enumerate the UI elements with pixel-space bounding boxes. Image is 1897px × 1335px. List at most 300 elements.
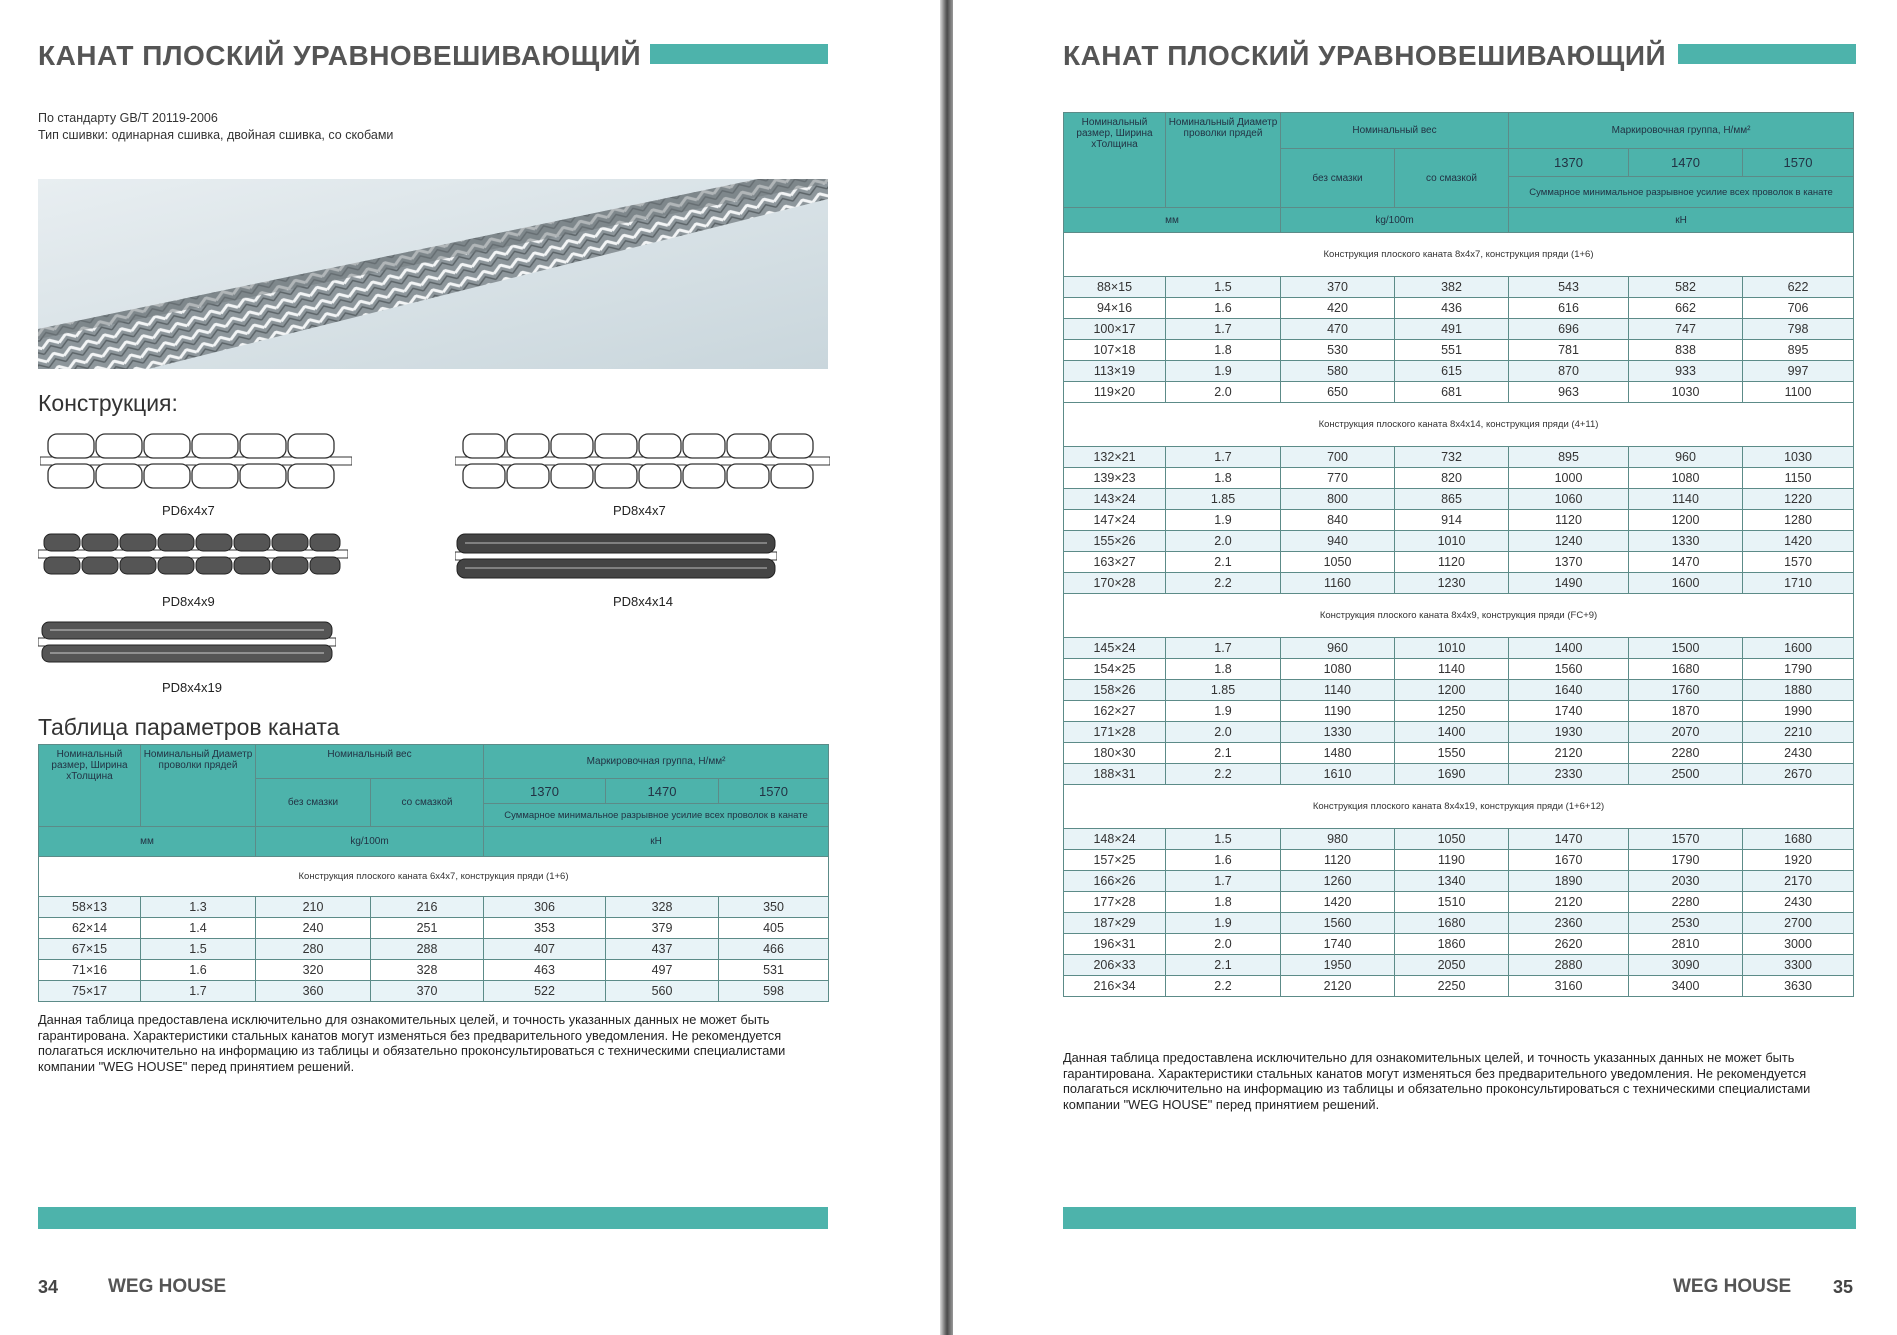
table-cell: 530 — [1281, 340, 1395, 361]
table-heading: Таблица параметров каната — [38, 714, 340, 740]
section-title: Конструкция плоского каната 8x4x14, конструкция пряди (4+11) — [1064, 403, 1854, 447]
table-row — [1064, 913, 1854, 934]
table-cell: 2670 — [1743, 764, 1854, 785]
unit-kg: kg/100m — [1281, 208, 1509, 233]
table-row — [1064, 892, 1854, 913]
table-body — [39, 897, 829, 1002]
grade-1570: 1570 — [1743, 149, 1854, 177]
table-cell: 622 — [1743, 277, 1854, 298]
table-cell: 895 — [1743, 340, 1854, 361]
table-cell: 75×17 — [39, 981, 141, 1002]
table-cell: 820 — [1395, 468, 1509, 489]
table-cell: 1420 — [1743, 531, 1854, 552]
table-cell: 560 — [606, 981, 719, 1002]
table-cell: 706 — [1743, 298, 1854, 319]
table-row — [1064, 382, 1854, 403]
table-cell: 1030 — [1629, 382, 1743, 403]
table-row — [39, 960, 829, 981]
table-cell: 1.9 — [1166, 361, 1281, 382]
table-cell: 1.7 — [141, 981, 256, 1002]
table-cell: 67×15 — [39, 939, 141, 960]
table-cell: 2120 — [1509, 743, 1629, 764]
table-cell: 700 — [1281, 447, 1395, 468]
table-cell: 407 — [484, 939, 606, 960]
title-accent-bar — [1678, 44, 1856, 64]
page-title: КАНАТ ПЛОСКИЙ УРАВНОВЕШИВАЮЩИЙ — [1063, 40, 1667, 71]
table-cell: 2430 — [1743, 892, 1854, 913]
table-cell: 132×21 — [1064, 447, 1166, 468]
table-cell: 147×24 — [1064, 510, 1166, 531]
table-cell: 2070 — [1629, 722, 1743, 743]
table-cell: 963 — [1509, 382, 1629, 403]
table-cell: 960 — [1629, 447, 1743, 468]
table-cell: 2210 — [1743, 722, 1854, 743]
no-grease-header: без смазки — [256, 779, 371, 827]
table-cell: 531 — [719, 960, 829, 981]
table-cell: 1870 — [1629, 701, 1743, 722]
table-cell: 1030 — [1743, 447, 1854, 468]
table-cell: 1600 — [1743, 638, 1854, 659]
table-cell: 94×16 — [1064, 298, 1166, 319]
col-size-header: Номинальный размер, Ширина хТолщина — [1064, 113, 1166, 208]
table-cell: 2.2 — [1166, 764, 1281, 785]
section-row — [1064, 403, 1854, 447]
table-row — [1064, 298, 1854, 319]
table-cell: 1740 — [1509, 701, 1629, 722]
table-cell: 598 — [719, 981, 829, 1002]
table-cell: 1690 — [1395, 764, 1509, 785]
diagram-pd8x4x9 — [38, 532, 348, 576]
table-row — [1064, 955, 1854, 976]
table-row — [1064, 701, 1854, 722]
table-cell: 353 — [484, 918, 606, 939]
table-cell: 306 — [484, 897, 606, 918]
table-cell: 1.7 — [1166, 447, 1281, 468]
table-cell: 2700 — [1743, 913, 1854, 934]
table-cell: 1.6 — [1166, 850, 1281, 871]
table-row — [39, 981, 829, 1002]
table-cell: 3090 — [1629, 955, 1743, 976]
table-row — [39, 939, 829, 960]
table-cell: 2170 — [1743, 871, 1854, 892]
table-cell: 1080 — [1281, 659, 1395, 680]
section-title: Конструкция плоского каната 6x4x7, конструкция пряди (1+6) — [39, 857, 829, 897]
page-35 — [953, 0, 1897, 1335]
table-cell: 681 — [1395, 382, 1509, 403]
unit-kn: кН — [484, 827, 829, 857]
table-cell: 1790 — [1743, 659, 1854, 680]
table-row — [1064, 976, 1854, 997]
table-cell: 157×25 — [1064, 850, 1166, 871]
table-cell: 1600 — [1629, 573, 1743, 594]
table-cell: 2.1 — [1166, 552, 1281, 573]
table-cell: 1890 — [1509, 871, 1629, 892]
table-cell: 781 — [1509, 340, 1629, 361]
table-cell: 145×24 — [1064, 638, 1166, 659]
grade-1570: 1570 — [719, 779, 829, 804]
table-cell: 171×28 — [1064, 722, 1166, 743]
table-cell: 980 — [1281, 829, 1395, 850]
table-cell: 2250 — [1395, 976, 1509, 997]
table-cell: 216×34 — [1064, 976, 1166, 997]
params-table-left — [38, 744, 829, 1002]
table-cell: 58×13 — [39, 897, 141, 918]
table-cell: 466 — [719, 939, 829, 960]
table-cell: 1.8 — [1166, 659, 1281, 680]
diagram-label-1: PD6x4x7 — [162, 503, 215, 518]
table-cell: 188×31 — [1064, 764, 1166, 785]
table-cell: 1400 — [1509, 638, 1629, 659]
col-weight-header: Номинальный вес — [1281, 113, 1509, 149]
construction-heading: Конструкция: — [38, 390, 178, 416]
table-cell: 113×19 — [1064, 361, 1166, 382]
diagram-label-4: PD8x4x14 — [613, 594, 673, 609]
table-row — [1064, 743, 1854, 764]
table-row — [1064, 447, 1854, 468]
table-cell: 1000 — [1509, 468, 1629, 489]
table-cell: 216 — [371, 897, 484, 918]
table-cell: 1760 — [1629, 680, 1743, 701]
table-cell: 177×28 — [1064, 892, 1166, 913]
table-cell: 1330 — [1629, 531, 1743, 552]
table-cell: 2.2 — [1166, 573, 1281, 594]
disclaimer-note: Данная таблица предоставлена исключительно для ознакомительных целей, и точность указанных данных не может быть гарантирована. Характеристики стальных канатов могут изменяться без предварительного уведомления. Не рекомендуется полагаться исключительно на информацию из таблицы и обязательно проконсультироваться с техническими специалистами компании "WEG HOUSE" перед принятием решений. — [38, 1012, 786, 1074]
disclaimer-note: Данная таблица предоставлена исключительно для ознакомительных целей, и точность указанных данных не может быть гарантирована. Характеристики стальных канатов могут изменяться без предварительного уведомления. Не рекомендуется полагаться исключительно на информацию из таблицы и обязательно проконсультироваться с техническими специалистами компании "WEG HOUSE" перед принятием решений. — [1063, 1050, 1811, 1112]
table-cell: 180×30 — [1064, 743, 1166, 764]
table-cell: 960 — [1281, 638, 1395, 659]
table-cell: 370 — [371, 981, 484, 1002]
no-grease-header: без смазки — [1281, 149, 1395, 208]
table-cell: 163×27 — [1064, 552, 1166, 573]
table-cell: 940 — [1281, 531, 1395, 552]
table-cell: 1.6 — [1166, 298, 1281, 319]
table-cell: 2530 — [1629, 913, 1743, 934]
table-cell: 1930 — [1509, 722, 1629, 743]
table-cell: 1230 — [1395, 573, 1509, 594]
table-cell: 1050 — [1395, 829, 1509, 850]
table-cell: 206×33 — [1064, 955, 1166, 976]
table-cell: 436 — [1395, 298, 1509, 319]
unit-kg: kg/100m — [256, 827, 484, 857]
table-cell: 1.4 — [141, 918, 256, 939]
table-cell: 616 — [1509, 298, 1629, 319]
table-row — [1064, 573, 1854, 594]
breaking-force-header: Суммарное минимальное разрывное усилие всех проволок в канате — [484, 804, 829, 827]
table-cell: 1560 — [1281, 913, 1395, 934]
table-cell: 143×24 — [1064, 489, 1166, 510]
table-cell: 1860 — [1395, 934, 1509, 955]
table-cell: 2.1 — [1166, 743, 1281, 764]
diagram-pd8x4x19 — [38, 620, 336, 664]
table-row — [1064, 340, 1854, 361]
table-cell: 1260 — [1281, 871, 1395, 892]
table-cell: 162×27 — [1064, 701, 1166, 722]
table-row — [1064, 510, 1854, 531]
table-cell: 288 — [371, 939, 484, 960]
table-cell: 1.8 — [1166, 340, 1281, 361]
table-cell: 1.7 — [1166, 871, 1281, 892]
table-cell: 2.0 — [1166, 382, 1281, 403]
table-cell: 1.9 — [1166, 510, 1281, 531]
table-cell: 1680 — [1395, 913, 1509, 934]
table-cell: 1400 — [1395, 722, 1509, 743]
table-cell: 497 — [606, 960, 719, 981]
brand-name: WEG HOUSE — [1673, 1276, 1792, 1297]
table-cell: 1680 — [1629, 659, 1743, 680]
table-cell: 914 — [1395, 510, 1509, 531]
table-cell: 420 — [1281, 298, 1395, 319]
diagram-label-3: PD8x4x9 — [162, 594, 215, 609]
table-cell: 747 — [1629, 319, 1743, 340]
table-cell: 3630 — [1743, 976, 1854, 997]
table-cell: 3400 — [1629, 976, 1743, 997]
table-cell: 166×26 — [1064, 871, 1166, 892]
table-cell: 1340 — [1395, 871, 1509, 892]
breaking-force-header: Суммарное минимальное разрывное усилие всех проволок в канате — [1509, 177, 1854, 208]
table-cell: 650 — [1281, 382, 1395, 403]
table-body — [1064, 233, 1854, 997]
table-cell: 1550 — [1395, 743, 1509, 764]
table-row — [1064, 319, 1854, 340]
table-cell: 1250 — [1395, 701, 1509, 722]
table-cell: 1740 — [1281, 934, 1395, 955]
table-cell: 88×15 — [1064, 277, 1166, 298]
table-cell: 1190 — [1395, 850, 1509, 871]
table-cell: 107×18 — [1064, 340, 1166, 361]
col-grade-header: Маркировочная группа, Н/мм² — [484, 745, 829, 779]
table-cell: 1370 — [1509, 552, 1629, 573]
table-cell: 770 — [1281, 468, 1395, 489]
diagram-label-2: PD8x4x7 — [613, 503, 666, 518]
table-row — [1064, 531, 1854, 552]
unit-kn: кН — [1509, 208, 1854, 233]
page-34 — [0, 0, 940, 1335]
table-cell: 1.5 — [1166, 277, 1281, 298]
table-cell: 1920 — [1743, 850, 1854, 871]
standard-info — [38, 110, 393, 144]
table-cell: 1200 — [1629, 510, 1743, 531]
section-title: Конструкция плоского каната 8x4x9, конструкция пряди (FC+9) — [1064, 594, 1854, 638]
table-cell: 2880 — [1509, 955, 1629, 976]
table-cell: 1.5 — [141, 939, 256, 960]
grease-header: со смазкой — [1395, 149, 1509, 208]
table-cell: 838 — [1629, 340, 1743, 361]
table-cell: 2.2 — [1166, 976, 1281, 997]
table-cell: 615 — [1395, 361, 1509, 382]
table-cell: 1640 — [1509, 680, 1629, 701]
page-title: КАНАТ ПЛОСКИЙ УРАВНОВЕШИВАЮЩИЙ — [38, 40, 642, 71]
table-cell: 139×23 — [1064, 468, 1166, 489]
unit-mm: мм — [39, 827, 256, 857]
table-cell: 62×14 — [39, 918, 141, 939]
table-cell: 1470 — [1629, 552, 1743, 573]
table-cell: 3000 — [1743, 934, 1854, 955]
col-size-header: Номинальный размер, Ширина хТолщина — [39, 745, 141, 827]
table-cell: 187×29 — [1064, 913, 1166, 934]
table-cell: 71×16 — [39, 960, 141, 981]
table-cell: 1080 — [1629, 468, 1743, 489]
table-cell: 895 — [1509, 447, 1629, 468]
table-cell: 1560 — [1509, 659, 1629, 680]
table-cell: 1490 — [1509, 573, 1629, 594]
table-row — [1064, 680, 1854, 701]
table-row — [1064, 850, 1854, 871]
table-cell: 1950 — [1281, 955, 1395, 976]
table-cell: 997 — [1743, 361, 1854, 382]
table-cell: 1.8 — [1166, 468, 1281, 489]
table-cell: 1140 — [1281, 680, 1395, 701]
table-cell: 1610 — [1281, 764, 1395, 785]
table-cell: 437 — [606, 939, 719, 960]
table-cell: 1990 — [1743, 701, 1854, 722]
table-cell: 1010 — [1395, 638, 1509, 659]
table-cell: 1.9 — [1166, 701, 1281, 722]
table-cell: 2620 — [1509, 934, 1629, 955]
table-cell: 1.3 — [141, 897, 256, 918]
table-cell: 1500 — [1629, 638, 1743, 659]
table-row — [1064, 829, 1854, 850]
table-cell: 1470 — [1509, 829, 1629, 850]
table-cell: 1.7 — [1166, 319, 1281, 340]
table-cell: 2120 — [1281, 976, 1395, 997]
table-row — [1064, 659, 1854, 680]
flat-rope-image — [38, 179, 828, 369]
table-cell: 1140 — [1395, 659, 1509, 680]
table-cell: 210 — [256, 897, 371, 918]
section-row — [1064, 594, 1854, 638]
table-row — [1064, 361, 1854, 382]
table-cell: 2500 — [1629, 764, 1743, 785]
col-grade-header: Маркировочная группа, Н/мм² — [1509, 113, 1854, 149]
table-row — [1064, 722, 1854, 743]
grade-1370: 1370 — [484, 779, 606, 804]
table-cell: 580 — [1281, 361, 1395, 382]
table-cell: 240 — [256, 918, 371, 939]
table-cell: 2280 — [1629, 743, 1743, 764]
table-cell: 1190 — [1281, 701, 1395, 722]
table-cell: 2120 — [1509, 892, 1629, 913]
table-cell: 280 — [256, 939, 371, 960]
table-cell: 155×26 — [1064, 531, 1166, 552]
table-cell: 2810 — [1629, 934, 1743, 955]
title-accent-bar — [650, 44, 828, 64]
table-cell: 251 — [371, 918, 484, 939]
table-row — [1064, 277, 1854, 298]
table-cell: 1480 — [1281, 743, 1395, 764]
section-row — [1064, 785, 1854, 829]
table-row — [1064, 764, 1854, 785]
table-cell: 1.7 — [1166, 638, 1281, 659]
table-cell: 1100 — [1743, 382, 1854, 403]
table-cell: 328 — [371, 960, 484, 981]
table-cell: 1120 — [1281, 850, 1395, 871]
table-cell: 119×20 — [1064, 382, 1166, 403]
rope-photo — [38, 179, 828, 369]
page-gutter — [940, 0, 953, 1335]
table-cell: 1160 — [1281, 573, 1395, 594]
table-cell: 379 — [606, 918, 719, 939]
standard-text: По стандарту GB/T 20119-2006 — [38, 111, 218, 125]
footer-accent-bar — [38, 1207, 828, 1229]
page-number: 34 — [38, 1277, 59, 1297]
table-cell: 1060 — [1509, 489, 1629, 510]
table-cell: 154×25 — [1064, 659, 1166, 680]
table-cell: 2.0 — [1166, 934, 1281, 955]
table-cell: 328 — [606, 897, 719, 918]
table-cell: 2.0 — [1166, 722, 1281, 743]
table-cell: 2280 — [1629, 892, 1743, 913]
table-row — [1064, 934, 1854, 955]
table-cell: 470 — [1281, 319, 1395, 340]
section-title: Конструкция плоского каната 8x4x7, конструкция пряди (1+6) — [1064, 233, 1854, 277]
table-cell: 1010 — [1395, 531, 1509, 552]
table-cell: 1330 — [1281, 722, 1395, 743]
table-cell: 1050 — [1281, 552, 1395, 573]
table-cell: 2360 — [1509, 913, 1629, 934]
table-cell: 382 — [1395, 277, 1509, 298]
table-cell: 1220 — [1743, 489, 1854, 510]
table-cell: 551 — [1395, 340, 1509, 361]
section-row — [1064, 233, 1854, 277]
table-cell: 1570 — [1743, 552, 1854, 573]
table-row — [1064, 552, 1854, 573]
unit-mm: мм — [1064, 208, 1281, 233]
diagram-pd6x4x7 — [40, 432, 352, 492]
table-row — [1064, 489, 1854, 510]
table-cell: 933 — [1629, 361, 1743, 382]
table-cell: 1710 — [1743, 573, 1854, 594]
table-cell: 522 — [484, 981, 606, 1002]
table-cell: 320 — [256, 960, 371, 981]
table-cell: 543 — [1509, 277, 1629, 298]
page-number: 35 — [1833, 1277, 1854, 1297]
table-cell: 491 — [1395, 319, 1509, 340]
table-cell: 360 — [256, 981, 371, 1002]
table-cell: 1.85 — [1166, 680, 1281, 701]
table-cell: 1240 — [1509, 531, 1629, 552]
table-cell: 1790 — [1629, 850, 1743, 871]
table-cell: 2030 — [1629, 871, 1743, 892]
table-cell: 2.0 — [1166, 531, 1281, 552]
table-cell: 1200 — [1395, 680, 1509, 701]
diagram-pd8x4x7 — [455, 432, 830, 492]
table-row — [1064, 871, 1854, 892]
table-cell: 158×26 — [1064, 680, 1166, 701]
table-cell: 582 — [1629, 277, 1743, 298]
diagram-pd8x4x14 — [455, 532, 777, 580]
table-cell: 1140 — [1629, 489, 1743, 510]
brand-name: WEG HOUSE — [108, 1276, 227, 1297]
table-cell: 1680 — [1743, 829, 1854, 850]
table-cell: 196×31 — [1064, 934, 1166, 955]
table-cell: 3160 — [1509, 976, 1629, 997]
diagram-label-5: PD8x4x19 — [162, 680, 222, 695]
table-cell: 170×28 — [1064, 573, 1166, 594]
table-cell: 732 — [1395, 447, 1509, 468]
table-cell: 1280 — [1743, 510, 1854, 531]
table-cell: 1120 — [1509, 510, 1629, 531]
table-cell: 1.8 — [1166, 892, 1281, 913]
table-cell: 840 — [1281, 510, 1395, 531]
table-cell: 370 — [1281, 277, 1395, 298]
col-diameter-header: Номинальный Диаметр проволки прядей — [141, 745, 256, 827]
table-cell: 2430 — [1743, 743, 1854, 764]
table-cell: 1670 — [1509, 850, 1629, 871]
table-cell: 3300 — [1743, 955, 1854, 976]
table-cell: 463 — [484, 960, 606, 981]
table-cell: 405 — [719, 918, 829, 939]
table-cell: 1.85 — [1166, 489, 1281, 510]
